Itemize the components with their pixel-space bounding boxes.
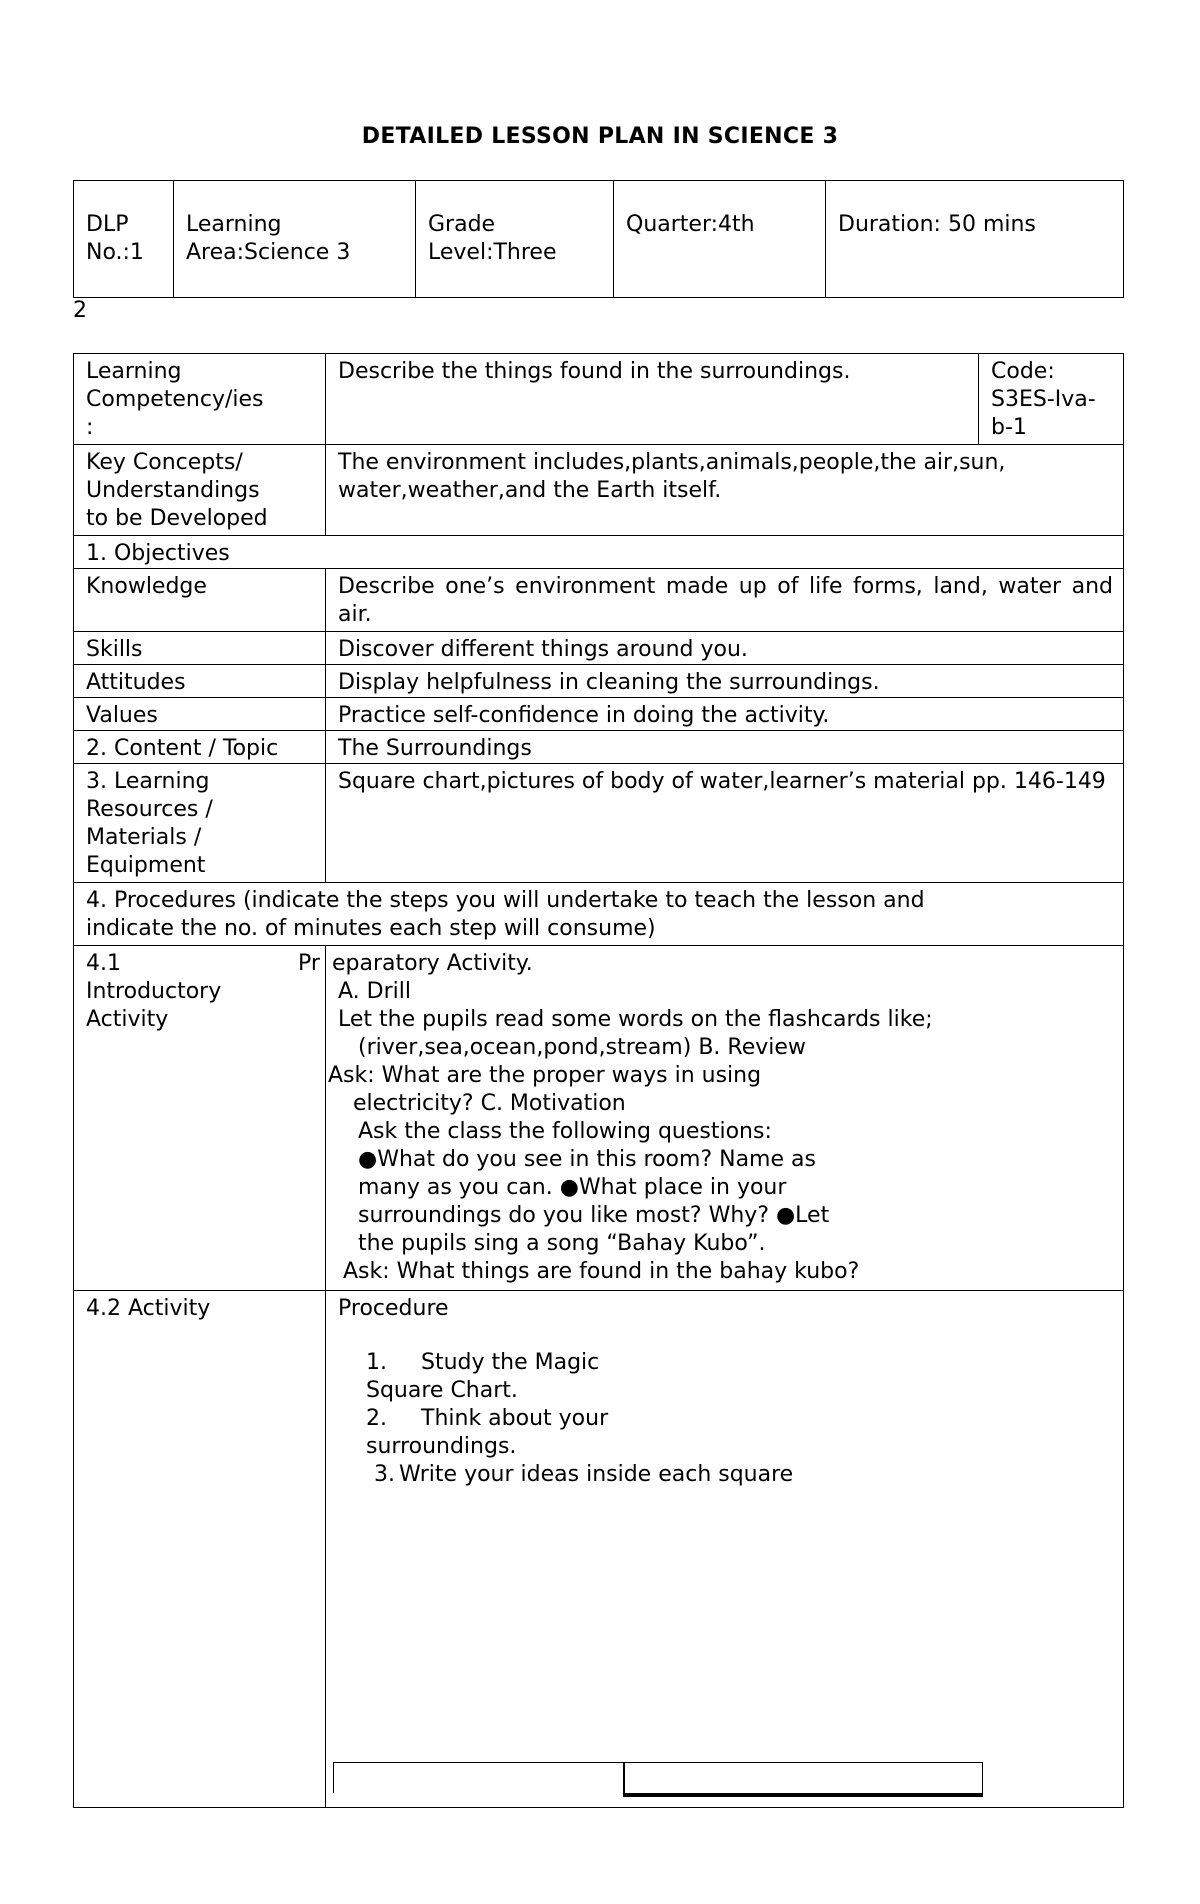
lesson-plan-table [73, 353, 1124, 1808]
resources-label-cell [74, 764, 326, 883]
code-label: Code: [991, 359, 1055, 384]
competency-code-cell [979, 354, 1124, 445]
activity-step [366, 1349, 1113, 1405]
competency-label-line: Learning [86, 359, 182, 384]
key-concepts-label-cell [74, 445, 326, 536]
intro-line: A. Drill [338, 979, 411, 1004]
resources-label-line: Equipment [86, 853, 206, 878]
intro-line: Ask: What are the proper ways in using [328, 1063, 762, 1088]
objective-text: Describe one’s environment made up of life forms, land, water and air. [326, 569, 1124, 632]
introductory-row [74, 946, 1124, 1291]
intro-line: eparatory Activity. [332, 951, 533, 976]
competency-row [74, 354, 1124, 445]
step-text-continued: Square Chart. [366, 1378, 518, 1403]
intro-line: Ask the class the following questions: [358, 1119, 772, 1144]
key-concepts-label-line: to be Developed [86, 506, 268, 531]
procedures-heading-line: 4. Procedures (indicate the steps you will undertake to teach the lesson and [86, 888, 925, 913]
resources-label-line: Materials / [86, 825, 202, 850]
competency-label-cell [74, 354, 326, 445]
learning-area-cell [174, 181, 416, 298]
grade-level-cell [416, 181, 614, 298]
quarter-cell [614, 181, 826, 298]
step-number: 1. [366, 1350, 387, 1375]
key-concepts-text-cell [326, 445, 1124, 536]
objectives-heading-row [74, 536, 1124, 569]
area-label: Learning [186, 212, 282, 237]
objective-row-knowledge [74, 569, 1124, 632]
step-text: Study the Magic [421, 1350, 600, 1375]
competency-text: Describe the things found in the surroundings. [326, 354, 979, 445]
objective-row-values [74, 698, 1124, 731]
dlp-label: DLP [86, 212, 129, 237]
step-number: 3. [374, 1462, 395, 1487]
step-text: Think about your [421, 1406, 609, 1431]
key-concepts-text-line: water,weather,and the Earth itself. [338, 478, 722, 503]
resources-text: Square chart,pictures of body of water,learner’s material pp. 146-149 [326, 764, 1124, 883]
intro-line: (river,sea,ocean,pond,stream) B. Review [358, 1035, 806, 1060]
dlp-value: No.:1 [86, 240, 144, 265]
content-text: The Surroundings [326, 731, 1124, 764]
key-concepts-text-line: The environment includes,plants,animals,people,the air,sun, [338, 450, 1006, 475]
duration-cell [826, 181, 1124, 298]
resources-row [74, 764, 1124, 883]
dlp-number-cell [74, 181, 174, 298]
resources-label-line: 3. Learning [86, 769, 210, 794]
objective-label: Knowledge [74, 569, 326, 632]
duration-value: Duration: 50 mins [838, 212, 1036, 237]
grade-value: Level:Three [428, 240, 557, 265]
activity-step [366, 1405, 1113, 1461]
objective-label: Values [74, 698, 326, 731]
intro-line: the pupils sing a song “Bahay Kubo”. [358, 1231, 766, 1256]
code-value-line: b-1 [991, 415, 1027, 440]
introductory-content-cell [298, 946, 1124, 1291]
grade-label: Grade [428, 212, 496, 237]
bottom-box-right [623, 1762, 983, 1797]
content-label: 2. Content / Topic [74, 731, 326, 764]
activity-row [74, 1291, 1124, 1808]
content-row [74, 731, 1124, 764]
activity-heading: Procedure [338, 1296, 449, 1321]
competency-label-line: : [86, 415, 94, 440]
activity-label: 4.2 Activity [74, 1291, 326, 1808]
introductory-label-line: 4.1 [86, 951, 121, 976]
intro-line: Let the pupils read some words on the flashcards like; [338, 1007, 933, 1032]
procedures-heading-row [74, 883, 1124, 946]
resources-label-line: Resources / [86, 797, 213, 822]
competency-label-line: Competency/ies [86, 387, 264, 412]
bottom-box-left [333, 1762, 625, 1793]
objective-row-attitudes [74, 665, 1124, 698]
activity-step [366, 1461, 1113, 1489]
intro-line: many as you can. ●What place in your [358, 1175, 787, 1200]
key-concepts-label-line: Key Concepts/ [86, 450, 243, 475]
objective-text: Discover different things around you. [326, 632, 1124, 665]
key-concepts-label-line: Understandings [86, 478, 260, 503]
key-concepts-row [74, 445, 1124, 536]
objective-label: Skills [74, 632, 326, 665]
objective-row-skills [74, 632, 1124, 665]
step-number: 2. [366, 1406, 387, 1431]
introductory-label-line: Introductory [86, 979, 222, 1004]
objectives-heading: 1. Objectives [74, 536, 1124, 569]
page-title: DETAILED LESSON PLAN IN SCIENCE 3 [361, 124, 839, 149]
activity-content-cell [326, 1291, 1124, 1808]
intro-line: Pr [298, 951, 320, 976]
area-value: Area:Science 3 [186, 240, 351, 265]
objective-text: Display helpfulness in cleaning the surroundings. [326, 665, 1124, 698]
objective-label: Attitudes [74, 665, 326, 698]
code-value-line: S3ES-Iva- [991, 387, 1096, 412]
intro-line: ●What do you see in this room? Name as [358, 1147, 816, 1172]
procedures-heading-line: indicate the no. of minutes each step will consume) [86, 916, 656, 941]
introductory-label-cell [74, 946, 326, 1291]
step-text: Write your ideas inside each square [399, 1462, 794, 1487]
quarter-value: Quarter:4th [626, 212, 755, 237]
objective-text: Practice self-confidence in doing the activity. [326, 698, 1124, 731]
header-table [73, 180, 1124, 298]
introductory-label-line: Activity [86, 1007, 169, 1032]
procedures-heading-cell [74, 883, 1124, 946]
intro-line: electricity? C. Motivation [353, 1091, 626, 1116]
intro-line: surroundings do you like most? Why? ●Let [358, 1203, 830, 1228]
step-text-continued: surroundings. [366, 1434, 517, 1459]
page-mark: 2 [73, 298, 87, 323]
activity-steps [338, 1349, 1113, 1489]
intro-line: Ask: What things are found in the bahay kubo? [343, 1259, 860, 1284]
